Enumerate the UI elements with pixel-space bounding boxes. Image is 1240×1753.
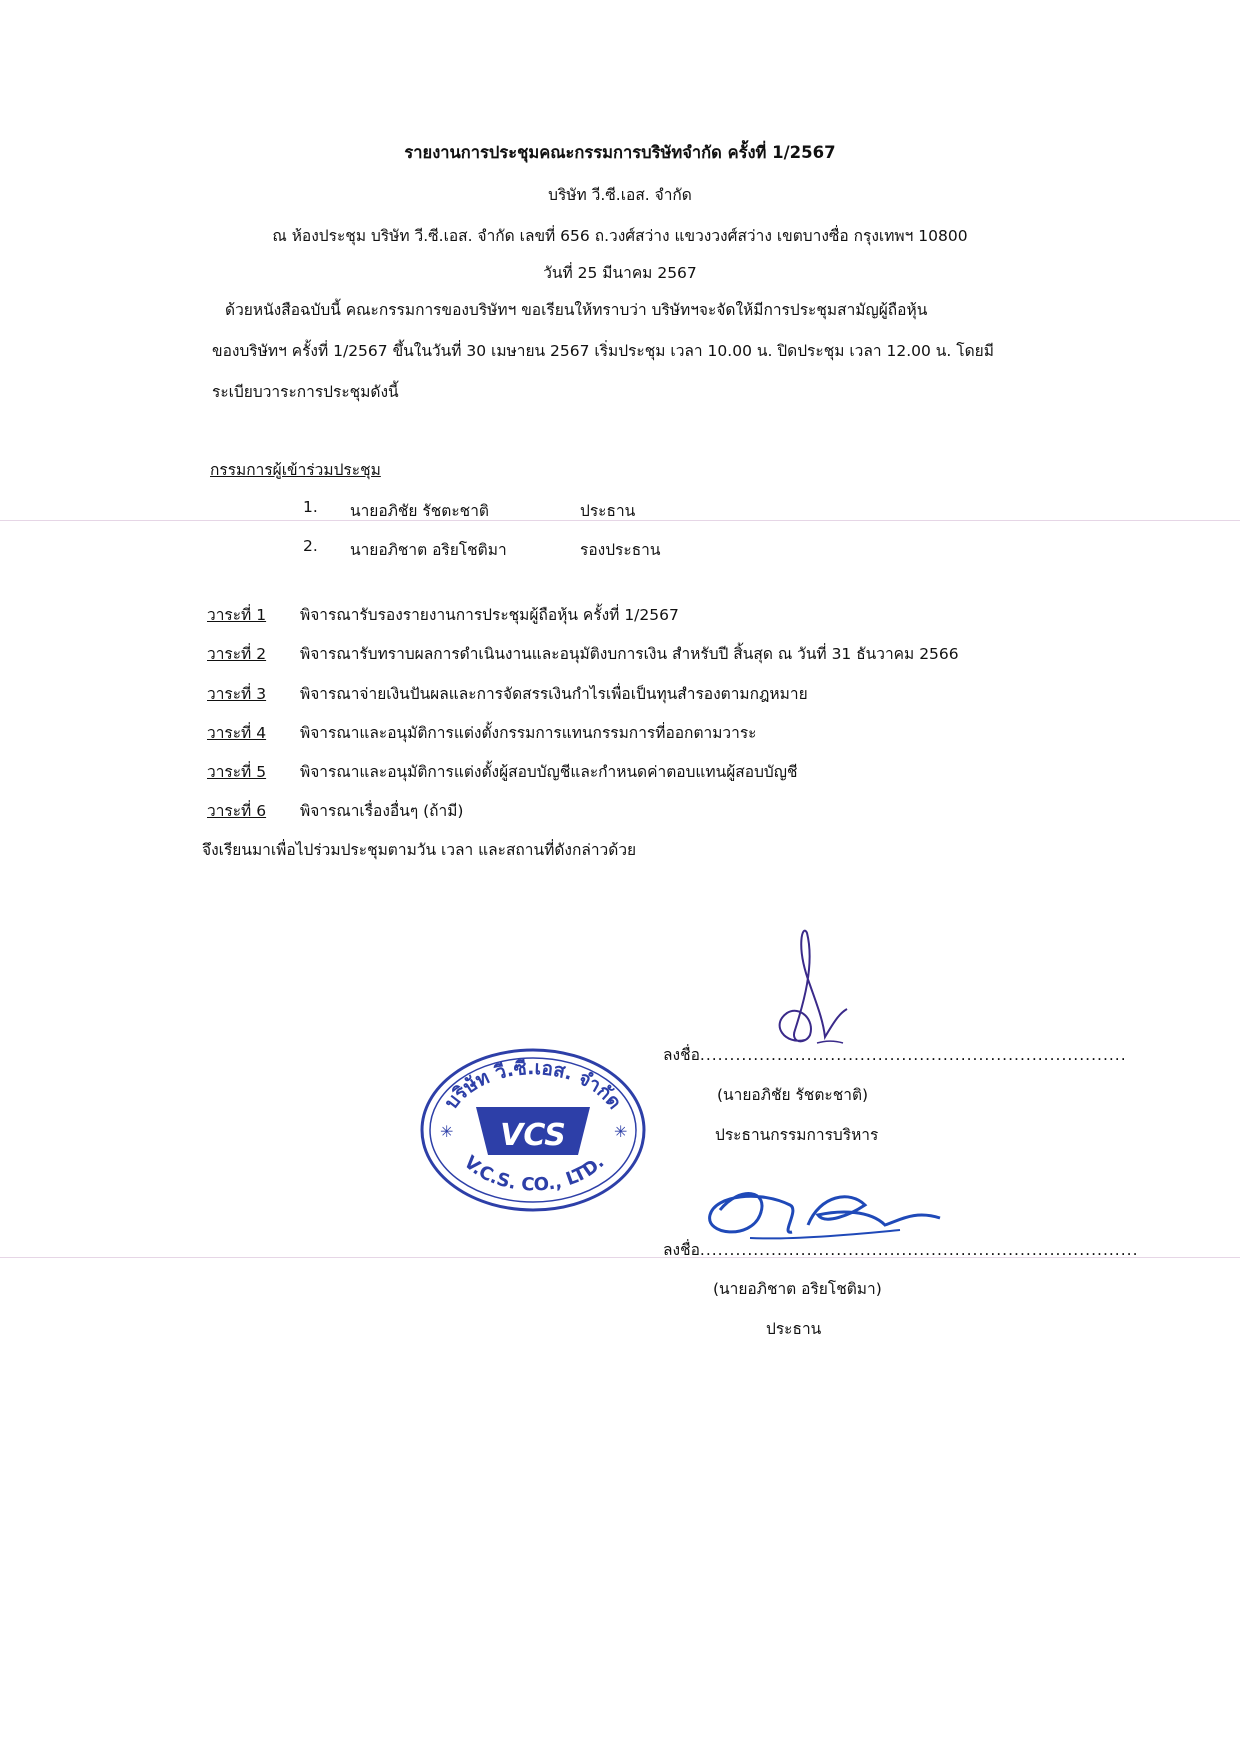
document-title: รายงานการประชุมคณะกรรมการบริษัทจำกัด ครั้งที่ 1/2567 — [404, 143, 836, 162]
closing-sentence: จึงเรียนมาเพื่อไปร่วมประชุมตามวัน เวลา และสถานที่ดังกล่าวด้วย — [202, 841, 637, 859]
stamp-top-text: บริษัท วี.ซี.เอส. จำกัด — [440, 1057, 626, 1114]
agenda-text: พิจารณารับทราบผลการดำเนินงานและอนุมัติงบการเงิน สำหรับปี สิ้นสุด ณ วันที่ 31 ธันวาคม 2566 — [300, 645, 959, 663]
attendee-role: รองประธาน — [580, 541, 661, 559]
signature-prefix: ลงชื่อ — [663, 1046, 700, 1064]
signature-line-1 — [663, 1042, 1127, 1067]
signature-1 — [765, 925, 860, 1060]
attendee-name: นายอภิชาต อริยโชติมา — [350, 541, 507, 559]
svg-text:✳: ✳ — [440, 1122, 454, 1141]
intro-line-3: ระเบียบวาระการประชุมดังนี้ — [212, 383, 399, 401]
agenda-label: วาระที่ 1 — [207, 606, 267, 624]
agenda-label: วาระที่ 4 — [207, 724, 267, 742]
signature-dots: ........................................................................ — [699, 1046, 1127, 1064]
stamp-bottom-text: V.C.S. CO., LTD. — [459, 1151, 609, 1196]
intro-line-1: ด้วยหนังสือฉบับนี้ คณะกรรมการของบริษัทฯ ขอเรียนให้ทราบว่า บริษัทฯจะจัดให้มีการประชุมสามัญผู้ถือหุ้น — [225, 301, 928, 319]
signatory-position: ประธานกรรมการบริหาร — [715, 1126, 879, 1144]
company-stamp — [418, 1045, 648, 1215]
agenda-text: พิจารณาเรื่องอื่นๆ (ถ้ามี) — [300, 802, 464, 820]
svg-text:V.C.S. CO., LTD. — [460, 1152, 609, 1196]
svg-text:✳: ✳ — [614, 1122, 628, 1141]
agenda-label: วาระที่ 2 — [207, 645, 267, 663]
signatory-name: (นายอภิชาต อริยโชติมา) — [713, 1280, 882, 1298]
signature-dots: .......................................................................... — [699, 1241, 1139, 1259]
attendee-name: นายอภิชัย รัชตะชาติ — [350, 502, 489, 520]
agenda-label: วาระที่ 5 — [207, 763, 267, 781]
signature-prefix: ลงชื่อ — [663, 1241, 700, 1259]
intro-line-2: ของบริษัทฯ ครั้งที่ 1/2567 ขึ้นในวันที่ 30 เมษายน 2567 เริ่มประชุม เวลา 10.00 น. ปิดประชุม เวลา 12.00 น. โดยมี — [212, 342, 994, 360]
agenda-label: วาระที่ 6 — [207, 802, 267, 820]
attendee-number: 1. — [303, 498, 318, 516]
attendee-number: 2. — [303, 537, 318, 555]
agenda-label: วาระที่ 3 — [207, 685, 267, 703]
signatory-name: (นายอภิชัย รัชตะชาติ) — [717, 1086, 869, 1104]
vcs-logo — [476, 1107, 590, 1155]
agenda-text: พิจารณารับรองรายงานการประชุมผู้ถือหุ้น ครั้งที่ 1/2567 — [300, 606, 679, 624]
meeting-date: วันที่ 25 มีนาคม 2567 — [543, 264, 697, 282]
signature-line-2 — [663, 1237, 1139, 1262]
company-name: บริษัท วี.ซี.เอส. จำกัด — [548, 186, 692, 204]
agenda-text: พิจารณาและอนุมัติการแต่งตั้งผู้สอบบัญชีและกำหนดค่าตอบแทนผู้สอบบัญชี — [300, 763, 798, 781]
svg-text:VCS: VCS — [500, 1118, 566, 1153]
signatory-position: ประธาน — [766, 1320, 822, 1338]
attendee-role: ประธาน — [580, 502, 636, 520]
meeting-location: ณ ห้องประชุม บริษัท วี.ซี.เอส. จำกัด เลขที่ 656 ถ.วงศ์สว่าง แขวงวงศ์สว่าง เขตบางซื่อ กรุงเทพฯ 10800 — [272, 227, 968, 245]
attendees-heading: กรรมการผู้เข้าร่วมประชุม — [210, 461, 381, 479]
agenda-text: พิจารณาและอนุมัติการแต่งตั้งกรรมการแทนกรรมการที่ออกตามวาระ — [300, 724, 757, 742]
agenda-text: พิจารณาจ่ายเงินปันผลและการจัดสรรเงินกำไรเพื่อเป็นทุนสำรองตามกฎหมาย — [300, 685, 808, 703]
